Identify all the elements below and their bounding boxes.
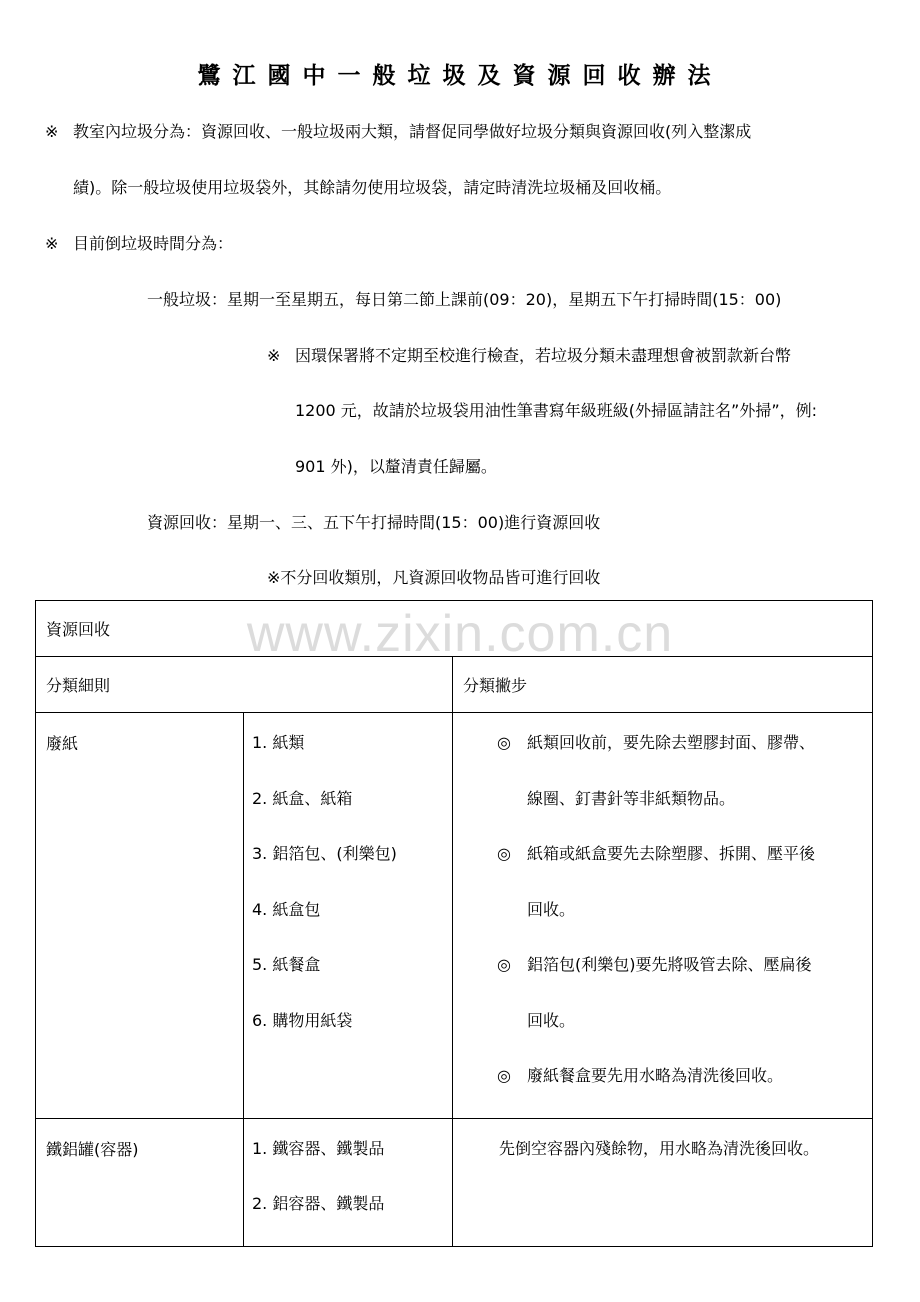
- list-item: [453, 729, 872, 785]
- watermark: www.zixin.com.cn: [246, 605, 674, 663]
- bullet-icon: ◎: [497, 733, 511, 752]
- category-metal: 鐵鋁罐(容器): [36, 1118, 244, 1246]
- bullet-icon: ◎: [497, 955, 511, 974]
- page-title: 鷺江國中一般垃圾及資源回收辦法: [197, 63, 723, 89]
- general-waste-schedule: 一般垃圾：星期一至星期五，每日第二節上課前(09：20)，星期五下午打掃時間(15：00): [147, 290, 782, 309]
- list-item: 回收。: [527, 899, 576, 919]
- column-rules: 分類細則: [36, 657, 453, 713]
- table-column-row: [36, 657, 873, 713]
- list-item: 2. 紙盒、紙箱: [252, 788, 353, 808]
- list-item: [453, 840, 872, 896]
- list-item: 5. 紙餐盒: [252, 955, 321, 974]
- list-item: 4. 紙盒包: [252, 899, 321, 919]
- metal-steps: [453, 1118, 873, 1246]
- list-item: 1. 鐵容器、鐵製品: [252, 1138, 385, 1158]
- list-item: [453, 1062, 872, 1118]
- reference-mark-icon: ※: [45, 122, 59, 141]
- paper-steps: [453, 713, 873, 1119]
- list-item: 2. 鋁容器、鐵製品: [252, 1194, 385, 1213]
- bullet-icon: ◎: [497, 844, 511, 863]
- metal-items: [244, 1118, 453, 1246]
- inspection-note-line-2: 1200 元，故請於垃圾袋用油性筆書寫年級班級(外掃區請註名”外掃”，例:: [295, 401, 818, 420]
- inspection-note-text-1: 因環保署將不定期至校進行檢查，若垃圾分類未盡理想會被罰款新台幣: [295, 346, 792, 365]
- recycle-note: ※不分回收類別，凡資源回收物品皆可進行回收: [267, 568, 601, 587]
- inspection-note-line-1: [267, 343, 791, 366]
- time-heading: [45, 231, 233, 254]
- step-text: 鋁箔包(利樂包)要先將吸管去除、壓扁後: [527, 955, 812, 974]
- inspection-note-line-3: 901 外)，以釐清責任歸屬。: [295, 457, 497, 476]
- recycling-table: [35, 600, 873, 1247]
- bullet-icon: ◎: [497, 1066, 511, 1085]
- list-item: 3. 鋁箔包、(利樂包): [252, 844, 397, 863]
- intro-line-1: [45, 119, 751, 142]
- list-item: 線圈、釘書針等非紙類物品。: [527, 788, 736, 808]
- paper-items: [244, 713, 453, 1119]
- column-steps: 分類撇步: [453, 657, 873, 713]
- time-heading-text: 目前倒垃圾時間分為：: [73, 234, 234, 253]
- table-header: 資源回收: [36, 601, 873, 657]
- list-item: 1. 紙類: [252, 733, 305, 752]
- reference-mark-icon: ※: [45, 234, 59, 253]
- reference-mark-icon: ※: [267, 346, 281, 365]
- step-text: 紙類回收前，要先除去塑膠封面、膠帶、: [527, 733, 816, 752]
- intro-text-1: 教室內垃圾分為：資源回收、一般垃圾兩大類，請督促同學做好垃圾分類與資源回收(列入整潔成: [73, 122, 752, 141]
- list-item: [453, 951, 872, 1007]
- table-row: [36, 713, 873, 1119]
- list-item: 6. 購物用紙袋: [252, 1010, 353, 1030]
- table-row: [36, 1118, 873, 1246]
- list-item: 回收。: [527, 1010, 576, 1030]
- intro-line-2: 績)。除一般垃圾使用垃圾袋外，其餘請勿使用垃圾袋，請定時清洗垃圾桶及回收桶。: [73, 178, 672, 197]
- list-item: 先倒空容器內殘餘物，用水略為清洗後回收。: [499, 1138, 820, 1158]
- category-paper: 廢紙: [36, 713, 244, 1119]
- step-text: 廢紙餐盒要先用水略為清洗後回收。: [527, 1066, 784, 1085]
- step-text: 紙箱或紙盒要先去除塑膠、拆開、壓平後: [527, 844, 816, 863]
- recycle-schedule: 資源回收：星期一、三、五下午打掃時間(15：00)進行資源回收: [147, 513, 601, 532]
